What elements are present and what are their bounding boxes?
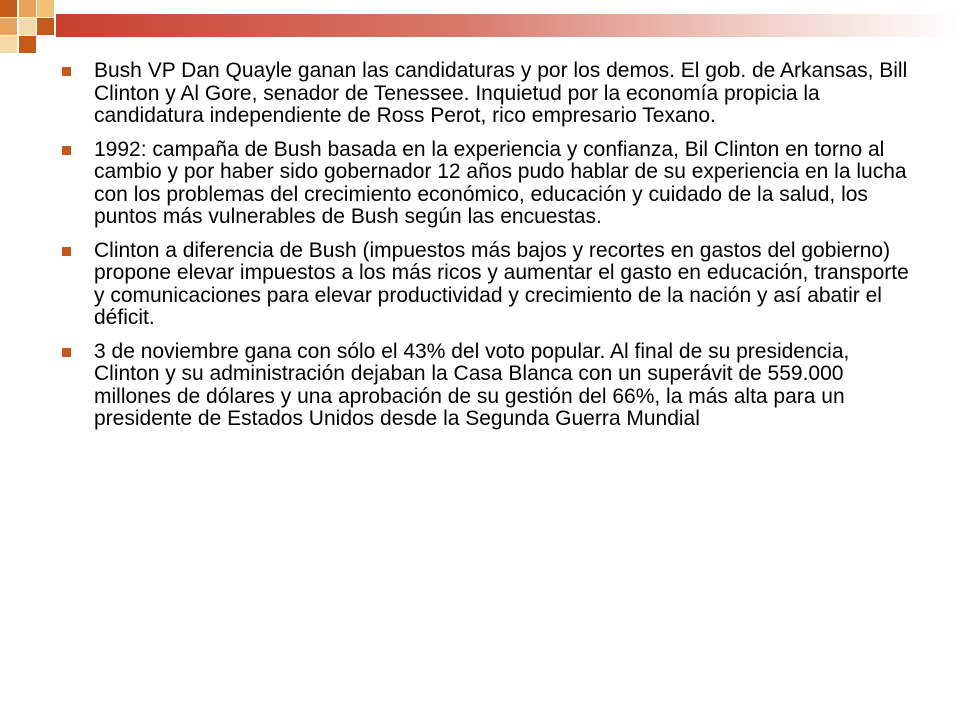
bullet-list	[58, 60, 918, 442]
square-bullet-icon	[62, 146, 71, 155]
bullet-item	[58, 60, 918, 128]
bullet-text: Bush VP Dan Quayle ganan las candidaturas y por los demos. El gob. de Arkansas, Bill Clinton y Al Gore, senador de Tenessee. Inquietud por la economía propicia la candidatura independiente de Ross Perot, rico empresario Texano.	[94, 59, 908, 127]
bullet-item	[58, 341, 918, 431]
square-bullet-icon	[62, 67, 71, 76]
corner-square	[0, 18, 17, 35]
title-band	[56, 14, 960, 37]
bullet-item	[58, 240, 918, 330]
corner-square	[0, 0, 17, 17]
bullet-text: 3 de noviembre gana con sólo el 43% del voto popular. Al final de su presidencia, Clinton y su administración dejaban la Casa Blanca con un superávit de 559.000 millones de dólares y una aprobación de su gestión del 66%, la más alta para un presidente de Estados Unidos desde la Segunda Guerra Mundial	[94, 339, 850, 430]
bullet-text: 1992: campaña de Bush basada en la experiencia y confianza, Bil Clinton en torno al cambio y por haber sido gobernador 12 años pudo hablar de su experiencia en la lucha con los problemas del crecimiento económico, educación y cuidado de la salud, los puntos más vulnerables de Bush según las encuestas.	[94, 137, 907, 228]
corner-square	[19, 18, 36, 35]
bullet-text: Clinton a diferencia de Bush (impuestos más bajos y recortes en gastos del gobierno) propone elevar impuestos a los más ricos y aumentar el gasto en educación, transporte y comunicaciones para elevar productividad y crecimiento de la nación y así abatir el déficit.	[94, 238, 909, 329]
corner-square	[19, 0, 36, 17]
square-bullet-icon	[62, 247, 71, 256]
square-bullet-icon	[62, 348, 71, 357]
corner-square	[19, 36, 36, 53]
corner-square	[37, 18, 54, 35]
corner-square	[37, 0, 54, 17]
bullet-item	[58, 139, 918, 229]
corner-square	[0, 36, 17, 53]
